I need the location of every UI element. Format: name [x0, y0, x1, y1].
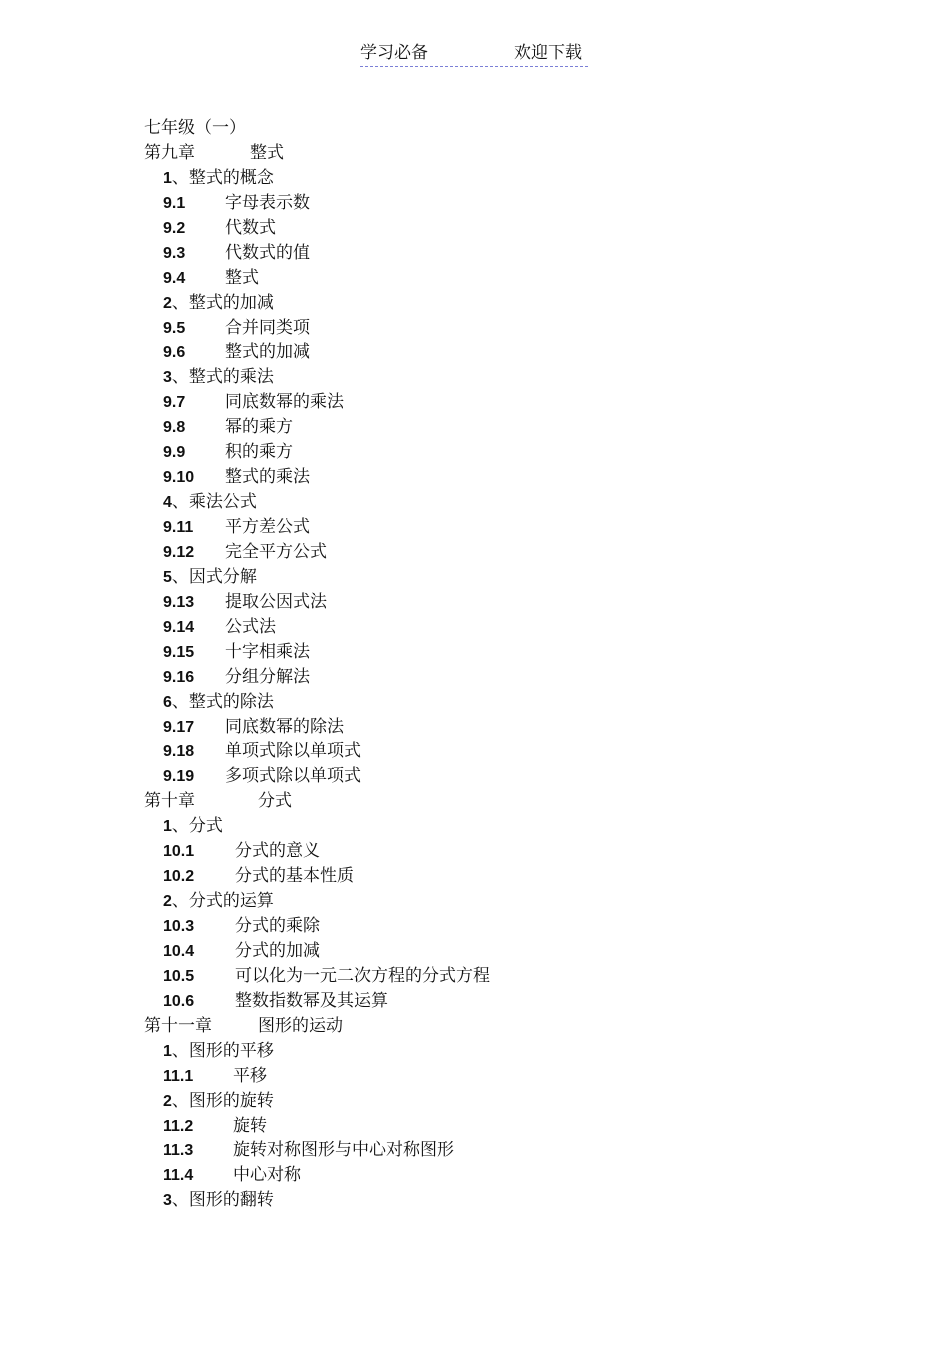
lesson-item: [144, 839, 844, 864]
lesson-title: 分组分解法: [225, 666, 310, 687]
lesson-title: 旋转对称图形与中心对称图形: [233, 1140, 454, 1161]
section-separator: 、: [171, 167, 189, 188]
chapter-heading: [144, 141, 844, 166]
section-title: 整式的概念: [188, 167, 274, 188]
lesson-title: 平移: [233, 1065, 267, 1086]
table-of-contents: [144, 116, 844, 1213]
section-separator: 、: [171, 691, 189, 712]
lesson-item: [144, 1138, 844, 1163]
lesson-title: 旋转: [233, 1115, 267, 1136]
section-separator: 、: [171, 1090, 189, 1111]
section-number: 2: [163, 893, 172, 911]
section-number: 3: [163, 369, 172, 387]
lesson-number: 9.2: [163, 219, 186, 237]
lesson-number: 10.5: [163, 967, 195, 985]
lesson-title: 字母表示数: [225, 192, 310, 213]
section-number: 2: [163, 1092, 172, 1110]
lesson-item: [144, 715, 844, 740]
lesson-item: [144, 615, 844, 640]
section-title: 图形的旋转: [188, 1090, 274, 1111]
section-heading: [144, 1039, 844, 1064]
section-separator: 、: [171, 566, 189, 587]
section-title: 整式的除法: [188, 691, 274, 712]
lesson-number: 11.2: [163, 1117, 194, 1135]
lesson-title: 代数式: [225, 217, 276, 238]
lesson-title: 完全平方公式: [225, 541, 327, 562]
section-title: 整式的乘法: [188, 367, 274, 388]
section-heading: [144, 291, 844, 316]
section-title: 图形的翻转: [188, 1190, 274, 1211]
lesson-number: 9.19: [163, 768, 195, 786]
section-heading: [144, 690, 844, 715]
lesson-item: [144, 1163, 844, 1188]
lesson-number: 11.4: [163, 1167, 194, 1185]
lesson-title: 分式的意义: [235, 841, 320, 862]
section-heading: [144, 166, 844, 191]
section-title: 分式: [188, 816, 223, 837]
lesson-title: 提取公因式法: [225, 591, 327, 612]
section-separator: 、: [171, 292, 189, 313]
lesson-item: [144, 241, 844, 266]
lesson-number: 9.12: [163, 543, 195, 561]
lesson-number: 9.14: [163, 618, 195, 636]
section-number: 1: [163, 818, 172, 836]
lesson-title: 十字相乘法: [225, 641, 310, 662]
lesson-title: 单项式除以单项式: [225, 741, 361, 762]
lesson-item: [144, 590, 844, 615]
lesson-number: 10.4: [163, 942, 195, 960]
lesson-item: [144, 515, 844, 540]
lesson-number: 10.6: [163, 992, 195, 1010]
section-number: 6: [163, 693, 172, 711]
lesson-title: 同底数幂的除法: [225, 716, 344, 737]
lesson-number: 11.3: [163, 1142, 194, 1160]
lesson-number: 9.17: [163, 718, 195, 736]
lesson-number: 9.18: [163, 743, 195, 761]
lesson-item: [144, 764, 844, 789]
lesson-title: 整数指数幂及其运算: [235, 990, 388, 1011]
section-heading: [144, 814, 844, 839]
lesson-item: [144, 465, 844, 490]
chapter-heading: [144, 789, 844, 814]
lesson-item: [144, 540, 844, 565]
chapter-label: 第十章: [144, 791, 195, 812]
lesson-title: 公式法: [225, 616, 276, 637]
lesson-title: 幂的乘方: [225, 417, 293, 438]
lesson-item: [144, 640, 844, 665]
chapter-title: 图形的运动: [258, 1015, 343, 1036]
lesson-number: 10.3: [163, 918, 195, 935]
lesson-item: [144, 216, 844, 241]
section-number: 3: [163, 1192, 172, 1210]
section-number: 5: [163, 568, 172, 586]
lesson-item: [144, 390, 844, 415]
lesson-item: [144, 864, 844, 889]
lesson-title: 平方差公式: [225, 517, 310, 537]
section-separator: 、: [171, 1040, 189, 1061]
section-number: 1: [163, 169, 172, 187]
chapter-heading: [144, 1014, 844, 1039]
section-heading: [144, 365, 844, 390]
section-heading: [144, 889, 844, 914]
lesson-number: 9.13: [163, 593, 195, 611]
chapter-title: 整式: [250, 142, 284, 163]
lesson-title: 中心对称: [233, 1165, 301, 1186]
lesson-number: 9.10: [163, 469, 195, 487]
lesson-number: 9.7: [163, 394, 186, 412]
lesson-item: [144, 340, 844, 365]
header-left-text: 学习必备: [360, 43, 428, 63]
lesson-title: 可以化为一元二次方程的分式方程: [235, 965, 490, 986]
lesson-item: [144, 914, 844, 939]
section-title: 图形的平移: [188, 1040, 274, 1061]
section-heading: [144, 565, 844, 590]
page-header: [360, 40, 588, 67]
section-number: 1: [163, 1042, 172, 1060]
lesson-number: 10.1: [163, 843, 195, 861]
lesson-number: 9.16: [163, 668, 195, 686]
section-title: 乘法公式: [188, 492, 257, 513]
section-separator: 、: [171, 891, 189, 912]
section-title: 整式的加减: [188, 292, 274, 313]
lesson-number: 9.6: [163, 344, 186, 362]
lesson-item: [144, 964, 844, 989]
lesson-item: [144, 1114, 844, 1139]
section-separator: 、: [171, 492, 189, 513]
lesson-item: [144, 266, 844, 291]
lesson-title: 分式的加减: [235, 940, 320, 961]
grade-title: 七年级（一）: [144, 118, 246, 138]
lesson-title: 多项式除以单项式: [225, 766, 361, 787]
section-number: 2: [163, 294, 172, 312]
lesson-title: 同底数幂的乘法: [225, 392, 344, 413]
section-title: 因式分解: [188, 566, 257, 587]
lesson-item: [144, 665, 844, 690]
lesson-number: 10.2: [163, 868, 195, 886]
lesson-item: [144, 415, 844, 440]
section-separator: 、: [171, 816, 189, 837]
header-right-text: 欢迎下载: [514, 43, 582, 63]
chapter-title: 分式: [258, 791, 292, 812]
lesson-number: 11.1: [163, 1067, 194, 1085]
lesson-item: [144, 739, 844, 764]
section-separator: 、: [171, 1190, 189, 1211]
lesson-number: 9.11: [163, 519, 194, 536]
lesson-title: 整式的乘法: [225, 467, 310, 488]
lesson-item: [144, 1064, 844, 1089]
lesson-title: 分式的基本性质: [235, 866, 354, 887]
lesson-title: 分式的乘除: [235, 916, 320, 936]
lesson-item: [144, 316, 844, 341]
lesson-item: [144, 440, 844, 465]
lesson-number: 9.9: [163, 444, 186, 462]
section-heading: [144, 490, 844, 515]
section-heading: [144, 1089, 844, 1114]
lesson-title: 积的乘方: [225, 442, 293, 463]
chapter-label: 第十一章: [144, 1015, 212, 1036]
section-separator: 、: [171, 367, 189, 388]
lesson-item: [144, 939, 844, 964]
section-number: 4: [163, 494, 172, 512]
lesson-number: 9.3: [163, 244, 186, 262]
chapter-label: 第九章: [144, 142, 195, 163]
section-title: 分式的运算: [188, 891, 274, 912]
lesson-number: 9.5: [163, 319, 186, 337]
section-heading: [144, 1188, 844, 1213]
lesson-item: [144, 989, 844, 1014]
lesson-title: 代数式的值: [225, 242, 310, 263]
lesson-title: 整式: [225, 267, 259, 288]
lesson-number: 9.1: [163, 194, 186, 212]
lesson-number: 9.4: [163, 269, 186, 287]
lesson-number: 9.8: [163, 419, 186, 437]
lesson-title: 整式的加减: [225, 342, 310, 363]
lesson-item: [144, 191, 844, 216]
lesson-number: 9.15: [163, 643, 195, 661]
lesson-title: 合并同类项: [225, 317, 310, 338]
